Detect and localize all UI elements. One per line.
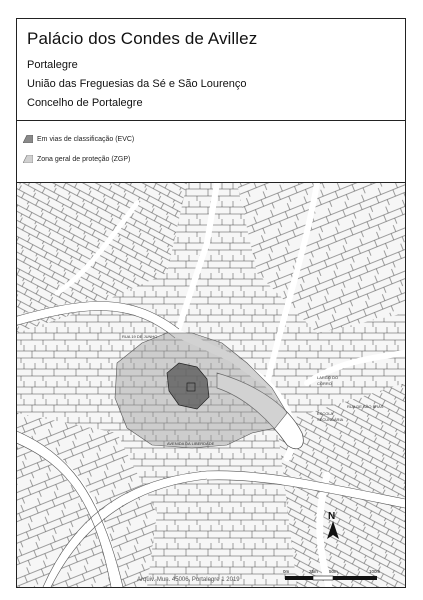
map-sheet (16, 18, 406, 588)
legend-label-zgp: Zona geral de proteção (ZGP) (37, 155, 131, 163)
legend-panel (17, 121, 405, 183)
map-canvas (17, 183, 405, 587)
svg-text:ESCOLA: ESCOLA (317, 411, 334, 416)
municipality-name: Concelho de Portalegre (27, 97, 143, 109)
street-map[interactable] (17, 183, 405, 587)
svg-text:SECUNDÁRIA: SECUNDÁRIA (317, 417, 344, 422)
svg-text:CORRO: CORRO (317, 381, 332, 386)
svg-text:RUA 19 DE JUNHO: RUA 19 DE JUNHO (122, 334, 158, 339)
north-label: N (328, 511, 336, 522)
scale-label-25: 25m (309, 569, 318, 574)
legend-item-zgp (23, 155, 130, 163)
svg-text:AVENIDA DA LIBERDADE: AVENIDA DA LIBERDADE (167, 441, 215, 446)
place-name: Portalegre (27, 59, 78, 71)
scale-label-100: 100m (369, 569, 381, 574)
legend-swatch-evc (23, 135, 33, 143)
legend-item-evc (23, 135, 134, 143)
map-credit: Arquiv. Mun. 45006, Portalegre 1 2019 (137, 577, 240, 583)
svg-text:LARGO DO: LARGO DO (317, 375, 339, 380)
legend-swatch-zgp (23, 155, 33, 163)
svg-text:RUA DE SÃO BRÁS: RUA DE SÃO BRÁS (347, 404, 384, 409)
page-title: Palácio dos Condes de Avillez (27, 29, 258, 48)
legend-label-evc: Em vias de classificação (EVC) (37, 135, 135, 143)
scale-label-50: 50m (329, 569, 338, 574)
header-panel (17, 19, 405, 121)
parish-name: União das Freguesias da Sé e São Lourenço (27, 78, 247, 90)
scale-label-0: 0m (283, 569, 290, 574)
